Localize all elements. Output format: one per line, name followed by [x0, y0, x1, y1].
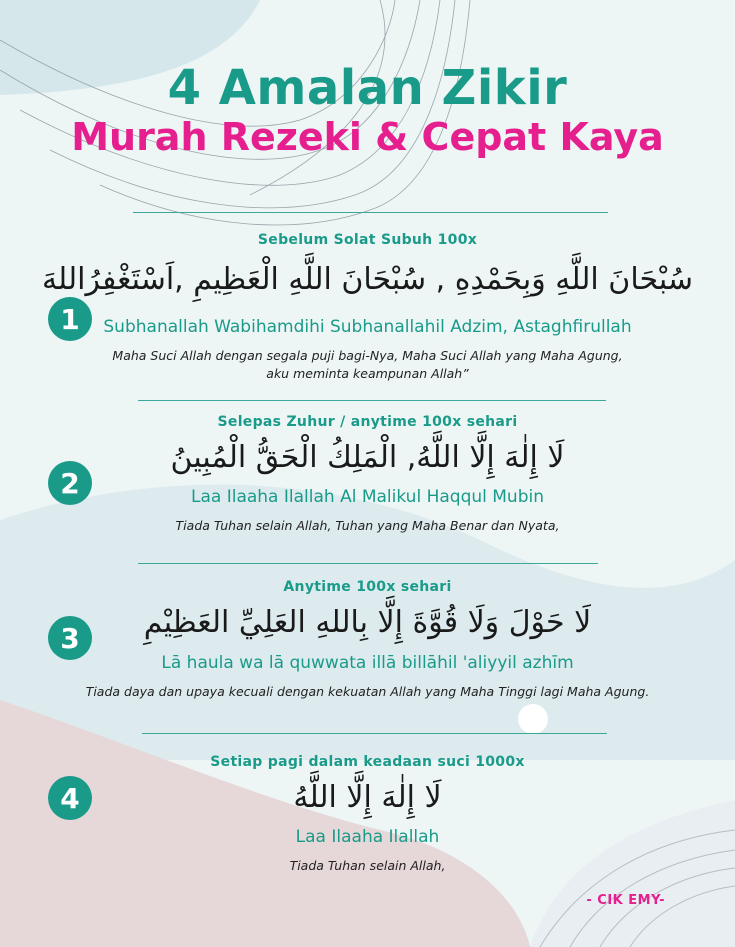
item-2-meaning-line1: Tiada Tuhan selain Allah, Tuhan yang Maha Benar dan Nyata, [175, 518, 560, 533]
divider [133, 212, 608, 213]
divider [142, 733, 607, 734]
item-3-arabic: لَا حَوْلَ وَلَا قُوَّةَ إِلَّا بِاللهِ العَلِيِّ العَظِيْمِ [143, 605, 592, 640]
item-4-number-badge: 4 [48, 776, 92, 820]
item-4-arabic: لَا إِلٰهَ إِلَّا اللَّهُ [293, 780, 442, 815]
item-1-arabic: سُبْحَانَ اللَّهِ وَبِحَمْدِهِ , سُبْحَانَ اللَّهِ الْعَظِيمِ ,اَسْتَغْفِرُاللهَ [41, 262, 694, 297]
main-title: 4 Amalan Zikir [167, 60, 568, 116]
item-4-meaning-line1: Tiada Tuhan selain Allah, [289, 858, 446, 873]
item-1-meaning-line1: Maha Suci Allah dengan segala puji bagi-Nya, Maha Suci Allah yang Maha Agung, [112, 348, 623, 363]
item-2-arabic: لَا إِلٰهَ إِلَّا اللَّهُ, الْمَلِكُ الْحَقُّ الْمُبِينُ [170, 440, 565, 475]
decorative-dot [518, 704, 548, 734]
item-1-time: Sebelum Solat Subuh 100x [257, 232, 478, 248]
item-1-meaning-line2: aku meminta keampunan Allah” [266, 366, 469, 381]
sub-title: Murah Rezeki & Cepat Kaya [71, 115, 664, 159]
item-2-transliteration: Laa Ilaaha Ilallah Al Malikul Haqqul Mubin [191, 487, 544, 507]
item-4-transliteration: Laa Ilaaha Ilallah [295, 827, 440, 847]
divider [138, 563, 598, 564]
item-1-transliteration: Subhanallah Wabihamdihi Subhanallahil Adzim, Astaghfirullah [103, 317, 632, 337]
item-3-time: Anytime 100x sehari [283, 579, 452, 595]
item-2-number-badge: 2 [48, 461, 92, 505]
item-1-number-badge: 1 [48, 297, 92, 341]
item-3-transliteration: Lā haula wa lā quwwata illā billāhil 'aliyyil azhīm [161, 653, 574, 673]
signature: - CIK EMY- [586, 893, 665, 908]
divider [138, 400, 606, 401]
item-3-number-badge: 3 [48, 616, 92, 660]
item-4-time: Setiap pagi dalam keadaan suci 1000x [210, 754, 525, 770]
item-2-time: Selepas Zuhur / anytime 100x sehari [217, 414, 518, 430]
item-3-meaning-line1: Tiada daya dan upaya kecuali dengan kekuatan Allah yang Maha Tinggi lagi Maha Agung. [85, 684, 650, 699]
